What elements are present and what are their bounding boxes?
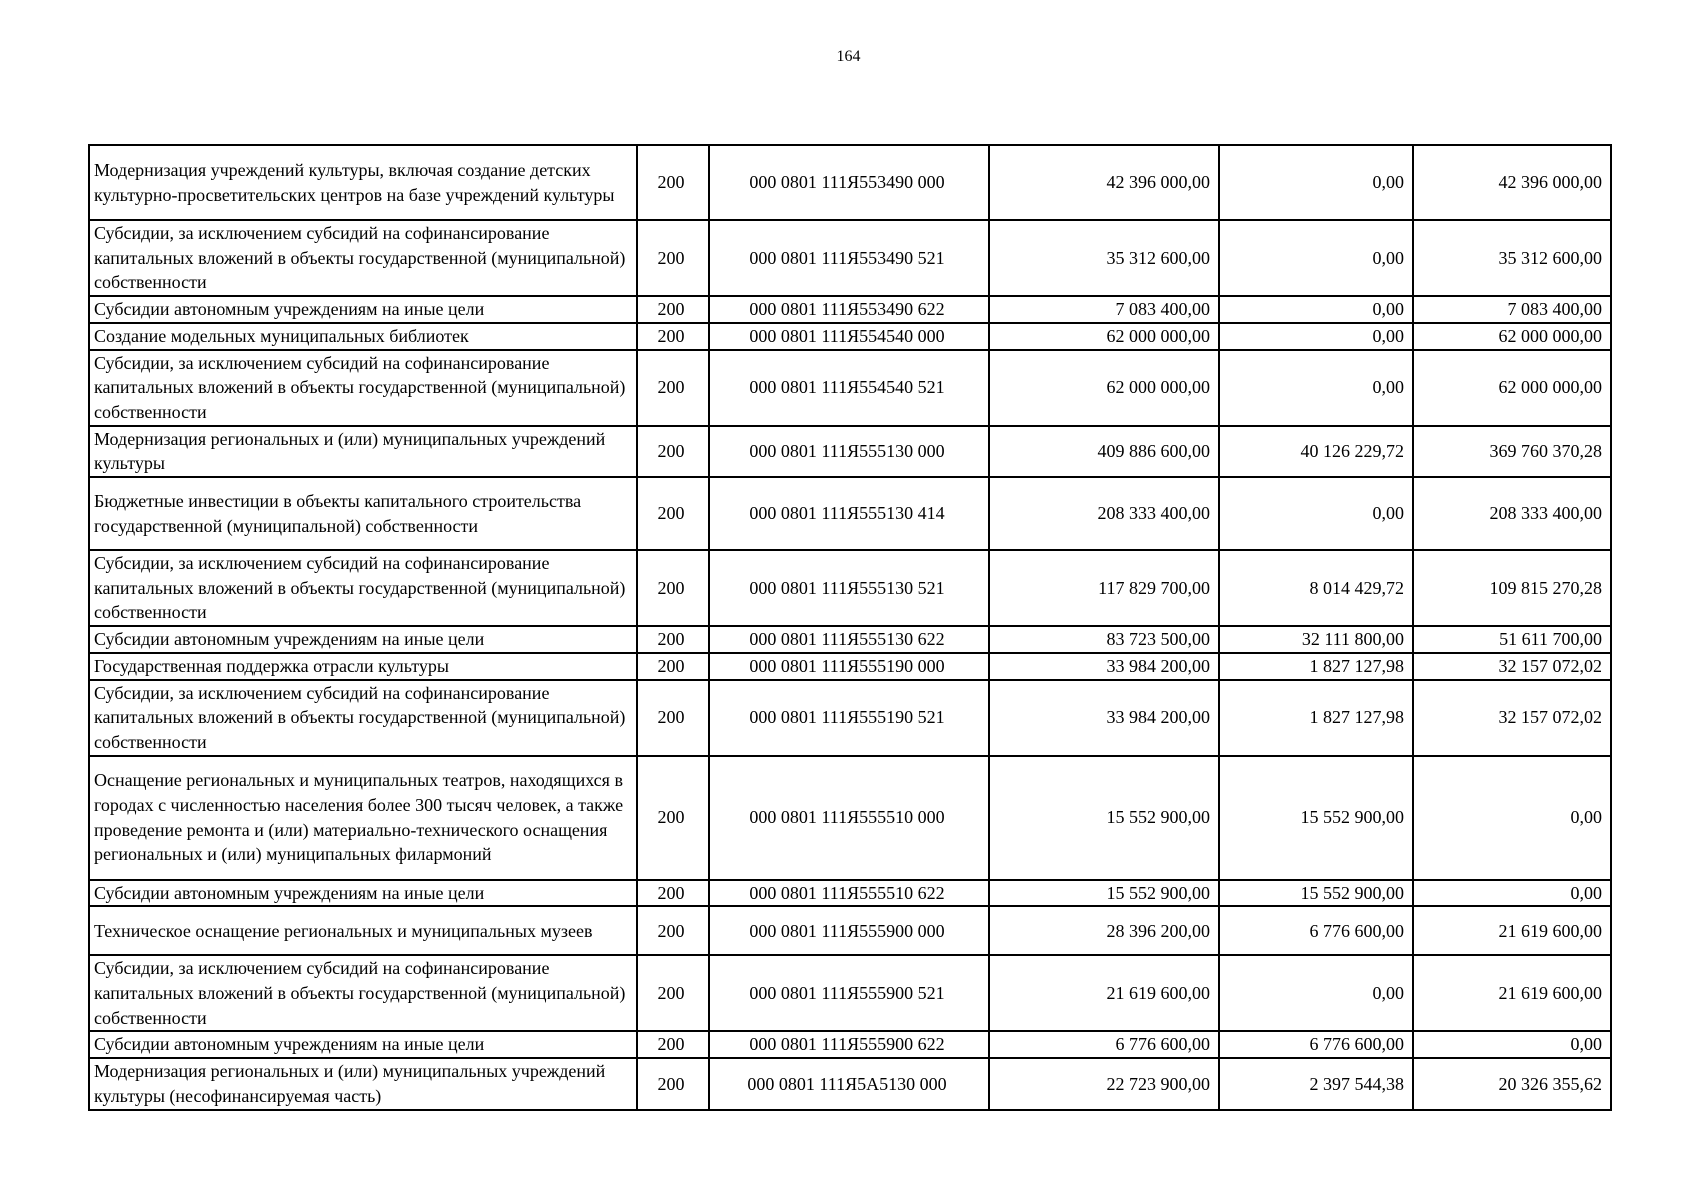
row-budget-code-cell: 000 0801 111Я555900 000 bbox=[709, 906, 989, 955]
row-name-cell: Субсидии, за исключением субсидий на софинансирование капитальных вложений в объекты государственной (муниципальной) собственности bbox=[89, 350, 637, 426]
row-name-cell: Субсидии, за исключением субсидий на софинансирование капитальных вложений в объекты государственной (муниципальной) собственности bbox=[89, 955, 637, 1031]
row-remaining-amount-cell: 369 760 370,28 bbox=[1413, 426, 1611, 477]
row-budget-code-cell: 000 0801 111Я555190 000 bbox=[709, 653, 989, 680]
row-name-cell: Субсидии, за исключением субсидий на софинансирование капитальных вложений в объекты государственной (муниципальной) собственности bbox=[89, 220, 637, 296]
row-budget-code-cell: 000 0801 111Я554540 000 bbox=[709, 323, 989, 350]
table-row bbox=[89, 550, 1611, 626]
row-admin-code-cell: 200 bbox=[637, 1031, 709, 1058]
row-budget-code-cell: 000 0801 111Я555900 521 bbox=[709, 955, 989, 1031]
row-approved-amount-cell: 6 776 600,00 bbox=[989, 1031, 1219, 1058]
row-approved-amount-cell: 7 083 400,00 bbox=[989, 296, 1219, 323]
row-approved-amount-cell: 33 984 200,00 bbox=[989, 680, 1219, 756]
row-budget-code-cell: 000 0801 111Я555510 000 bbox=[709, 756, 989, 880]
row-admin-code-cell: 200 bbox=[637, 880, 709, 907]
row-admin-code-cell: 200 bbox=[637, 350, 709, 426]
budget-table-body bbox=[89, 145, 1611, 1110]
row-executed-amount-cell: 32 111 800,00 bbox=[1219, 626, 1413, 653]
row-remaining-amount-cell: 0,00 bbox=[1413, 756, 1611, 880]
row-executed-amount-cell: 0,00 bbox=[1219, 477, 1413, 550]
row-name-cell: Субсидии автономным учреждениям на иные цели bbox=[89, 296, 637, 323]
row-remaining-amount-cell: 20 326 355,62 bbox=[1413, 1058, 1611, 1109]
row-executed-amount-cell: 0,00 bbox=[1219, 955, 1413, 1031]
row-approved-amount-cell: 22 723 900,00 bbox=[989, 1058, 1219, 1109]
row-admin-code-cell: 200 bbox=[637, 426, 709, 477]
row-remaining-amount-cell: 0,00 bbox=[1413, 880, 1611, 907]
table-row bbox=[89, 296, 1611, 323]
row-executed-amount-cell: 8 014 429,72 bbox=[1219, 550, 1413, 626]
row-admin-code-cell: 200 bbox=[637, 550, 709, 626]
row-approved-amount-cell: 15 552 900,00 bbox=[989, 756, 1219, 880]
row-approved-amount-cell: 83 723 500,00 bbox=[989, 626, 1219, 653]
row-remaining-amount-cell: 32 157 072,02 bbox=[1413, 680, 1611, 756]
row-budget-code-cell: 000 0801 111Я555130 000 bbox=[709, 426, 989, 477]
row-approved-amount-cell: 28 396 200,00 bbox=[989, 906, 1219, 955]
row-name-cell: Субсидии автономным учреждениям на иные цели bbox=[89, 626, 637, 653]
row-remaining-amount-cell: 0,00 bbox=[1413, 1031, 1611, 1058]
row-budget-code-cell: 000 0801 111Я5А5130 000 bbox=[709, 1058, 989, 1109]
row-admin-code-cell: 200 bbox=[637, 680, 709, 756]
row-name-cell: Субсидии, за исключением субсидий на софинансирование капитальных вложений в объекты государственной (муниципальной) собственности bbox=[89, 550, 637, 626]
row-name-cell: Субсидии автономным учреждениям на иные цели bbox=[89, 880, 637, 907]
row-executed-amount-cell: 1 827 127,98 bbox=[1219, 653, 1413, 680]
row-remaining-amount-cell: 109 815 270,28 bbox=[1413, 550, 1611, 626]
row-name-cell: Модернизация региональных и (или) муниципальных учреждений культуры (несофинансируемая часть) bbox=[89, 1058, 637, 1109]
table-row bbox=[89, 880, 1611, 907]
table-row bbox=[89, 1058, 1611, 1109]
row-remaining-amount-cell: 21 619 600,00 bbox=[1413, 906, 1611, 955]
row-name-cell: Государственная поддержка отрасли культуры bbox=[89, 653, 637, 680]
row-admin-code-cell: 200 bbox=[637, 653, 709, 680]
row-executed-amount-cell: 0,00 bbox=[1219, 296, 1413, 323]
row-remaining-amount-cell: 62 000 000,00 bbox=[1413, 350, 1611, 426]
row-remaining-amount-cell: 32 157 072,02 bbox=[1413, 653, 1611, 680]
row-remaining-amount-cell: 7 083 400,00 bbox=[1413, 296, 1611, 323]
row-remaining-amount-cell: 208 333 400,00 bbox=[1413, 477, 1611, 550]
row-name-cell: Техническое оснащение региональных и муниципальных музеев bbox=[89, 906, 637, 955]
row-executed-amount-cell: 0,00 bbox=[1219, 323, 1413, 350]
row-executed-amount-cell: 0,00 bbox=[1219, 220, 1413, 296]
row-remaining-amount-cell: 51 611 700,00 bbox=[1413, 626, 1611, 653]
row-admin-code-cell: 200 bbox=[637, 220, 709, 296]
row-admin-code-cell: 200 bbox=[637, 906, 709, 955]
row-name-cell: Бюджетные инвестиции в объекты капитального строительства государственной (муниципальной) собственности bbox=[89, 477, 637, 550]
row-budget-code-cell: 000 0801 111Я555130 622 bbox=[709, 626, 989, 653]
row-budget-code-cell: 000 0801 111Я555510 622 bbox=[709, 880, 989, 907]
row-budget-code-cell: 000 0801 111Я555130 521 bbox=[709, 550, 989, 626]
row-approved-amount-cell: 409 886 600,00 bbox=[989, 426, 1219, 477]
row-budget-code-cell: 000 0801 111Я555130 414 bbox=[709, 477, 989, 550]
row-name-cell: Создание модельных муниципальных библиотек bbox=[89, 323, 637, 350]
table-row bbox=[89, 626, 1611, 653]
row-budget-code-cell: 000 0801 111Я553490 000 bbox=[709, 145, 989, 220]
row-budget-code-cell: 000 0801 111Я555900 622 bbox=[709, 1031, 989, 1058]
table-row bbox=[89, 955, 1611, 1031]
row-executed-amount-cell: 15 552 900,00 bbox=[1219, 880, 1413, 907]
table-row bbox=[89, 426, 1611, 477]
row-executed-amount-cell: 6 776 600,00 bbox=[1219, 906, 1413, 955]
row-remaining-amount-cell: 62 000 000,00 bbox=[1413, 323, 1611, 350]
row-remaining-amount-cell: 21 619 600,00 bbox=[1413, 955, 1611, 1031]
row-admin-code-cell: 200 bbox=[637, 756, 709, 880]
row-admin-code-cell: 200 bbox=[637, 955, 709, 1031]
row-executed-amount-cell: 0,00 bbox=[1219, 145, 1413, 220]
row-name-cell: Субсидии, за исключением субсидий на софинансирование капитальных вложений в объекты государственной (муниципальной) собственности bbox=[89, 680, 637, 756]
row-remaining-amount-cell: 42 396 000,00 bbox=[1413, 145, 1611, 220]
table-row bbox=[89, 653, 1611, 680]
row-name-cell: Модернизация региональных и (или) муниципальных учреждений культуры bbox=[89, 426, 637, 477]
row-executed-amount-cell: 0,00 bbox=[1219, 350, 1413, 426]
row-approved-amount-cell: 42 396 000,00 bbox=[989, 145, 1219, 220]
row-name-cell: Модернизация учреждений культуры, включая создание детских культурно-просветительских центров на базе учреждений культуры bbox=[89, 145, 637, 220]
table-row bbox=[89, 220, 1611, 296]
row-admin-code-cell: 200 bbox=[637, 477, 709, 550]
table-row bbox=[89, 477, 1611, 550]
row-admin-code-cell: 200 bbox=[637, 1058, 709, 1109]
row-admin-code-cell: 200 bbox=[637, 296, 709, 323]
row-name-cell: Субсидии автономным учреждениям на иные цели bbox=[89, 1031, 637, 1058]
page-number: 164 bbox=[836, 48, 861, 65]
row-approved-amount-cell: 117 829 700,00 bbox=[989, 550, 1219, 626]
row-remaining-amount-cell: 35 312 600,00 bbox=[1413, 220, 1611, 296]
row-budget-code-cell: 000 0801 111Я555190 521 bbox=[709, 680, 989, 756]
row-admin-code-cell: 200 bbox=[637, 145, 709, 220]
row-approved-amount-cell: 62 000 000,00 bbox=[989, 323, 1219, 350]
row-executed-amount-cell: 1 827 127,98 bbox=[1219, 680, 1413, 756]
row-budget-code-cell: 000 0801 111Я553490 521 bbox=[709, 220, 989, 296]
row-approved-amount-cell: 62 000 000,00 bbox=[989, 350, 1219, 426]
row-admin-code-cell: 200 bbox=[637, 626, 709, 653]
row-approved-amount-cell: 208 333 400,00 bbox=[989, 477, 1219, 550]
row-approved-amount-cell: 21 619 600,00 bbox=[989, 955, 1219, 1031]
table-row bbox=[89, 323, 1611, 350]
table-row bbox=[89, 145, 1611, 220]
table-row bbox=[89, 906, 1611, 955]
row-admin-code-cell: 200 bbox=[637, 323, 709, 350]
table-row bbox=[89, 350, 1611, 426]
table-row bbox=[89, 1031, 1611, 1058]
row-executed-amount-cell: 2 397 544,38 bbox=[1219, 1058, 1413, 1109]
row-approved-amount-cell: 33 984 200,00 bbox=[989, 653, 1219, 680]
row-executed-amount-cell: 6 776 600,00 bbox=[1219, 1031, 1413, 1058]
row-executed-amount-cell: 40 126 229,72 bbox=[1219, 426, 1413, 477]
row-budget-code-cell: 000 0801 111Я554540 521 bbox=[709, 350, 989, 426]
row-name-cell: Оснащение региональных и муниципальных театров, находящихся в городах с численностью населения более 300 тысяч человек, а также проведение ремонта и (или) материально-технического оснащения региональных и (или) муниципальных филармоний bbox=[89, 756, 637, 880]
row-budget-code-cell: 000 0801 111Я553490 622 bbox=[709, 296, 989, 323]
table-row bbox=[89, 756, 1611, 880]
row-executed-amount-cell: 15 552 900,00 bbox=[1219, 756, 1413, 880]
row-approved-amount-cell: 15 552 900,00 bbox=[989, 880, 1219, 907]
table-row bbox=[89, 680, 1611, 756]
row-approved-amount-cell: 35 312 600,00 bbox=[989, 220, 1219, 296]
budget-table bbox=[88, 144, 1612, 1111]
